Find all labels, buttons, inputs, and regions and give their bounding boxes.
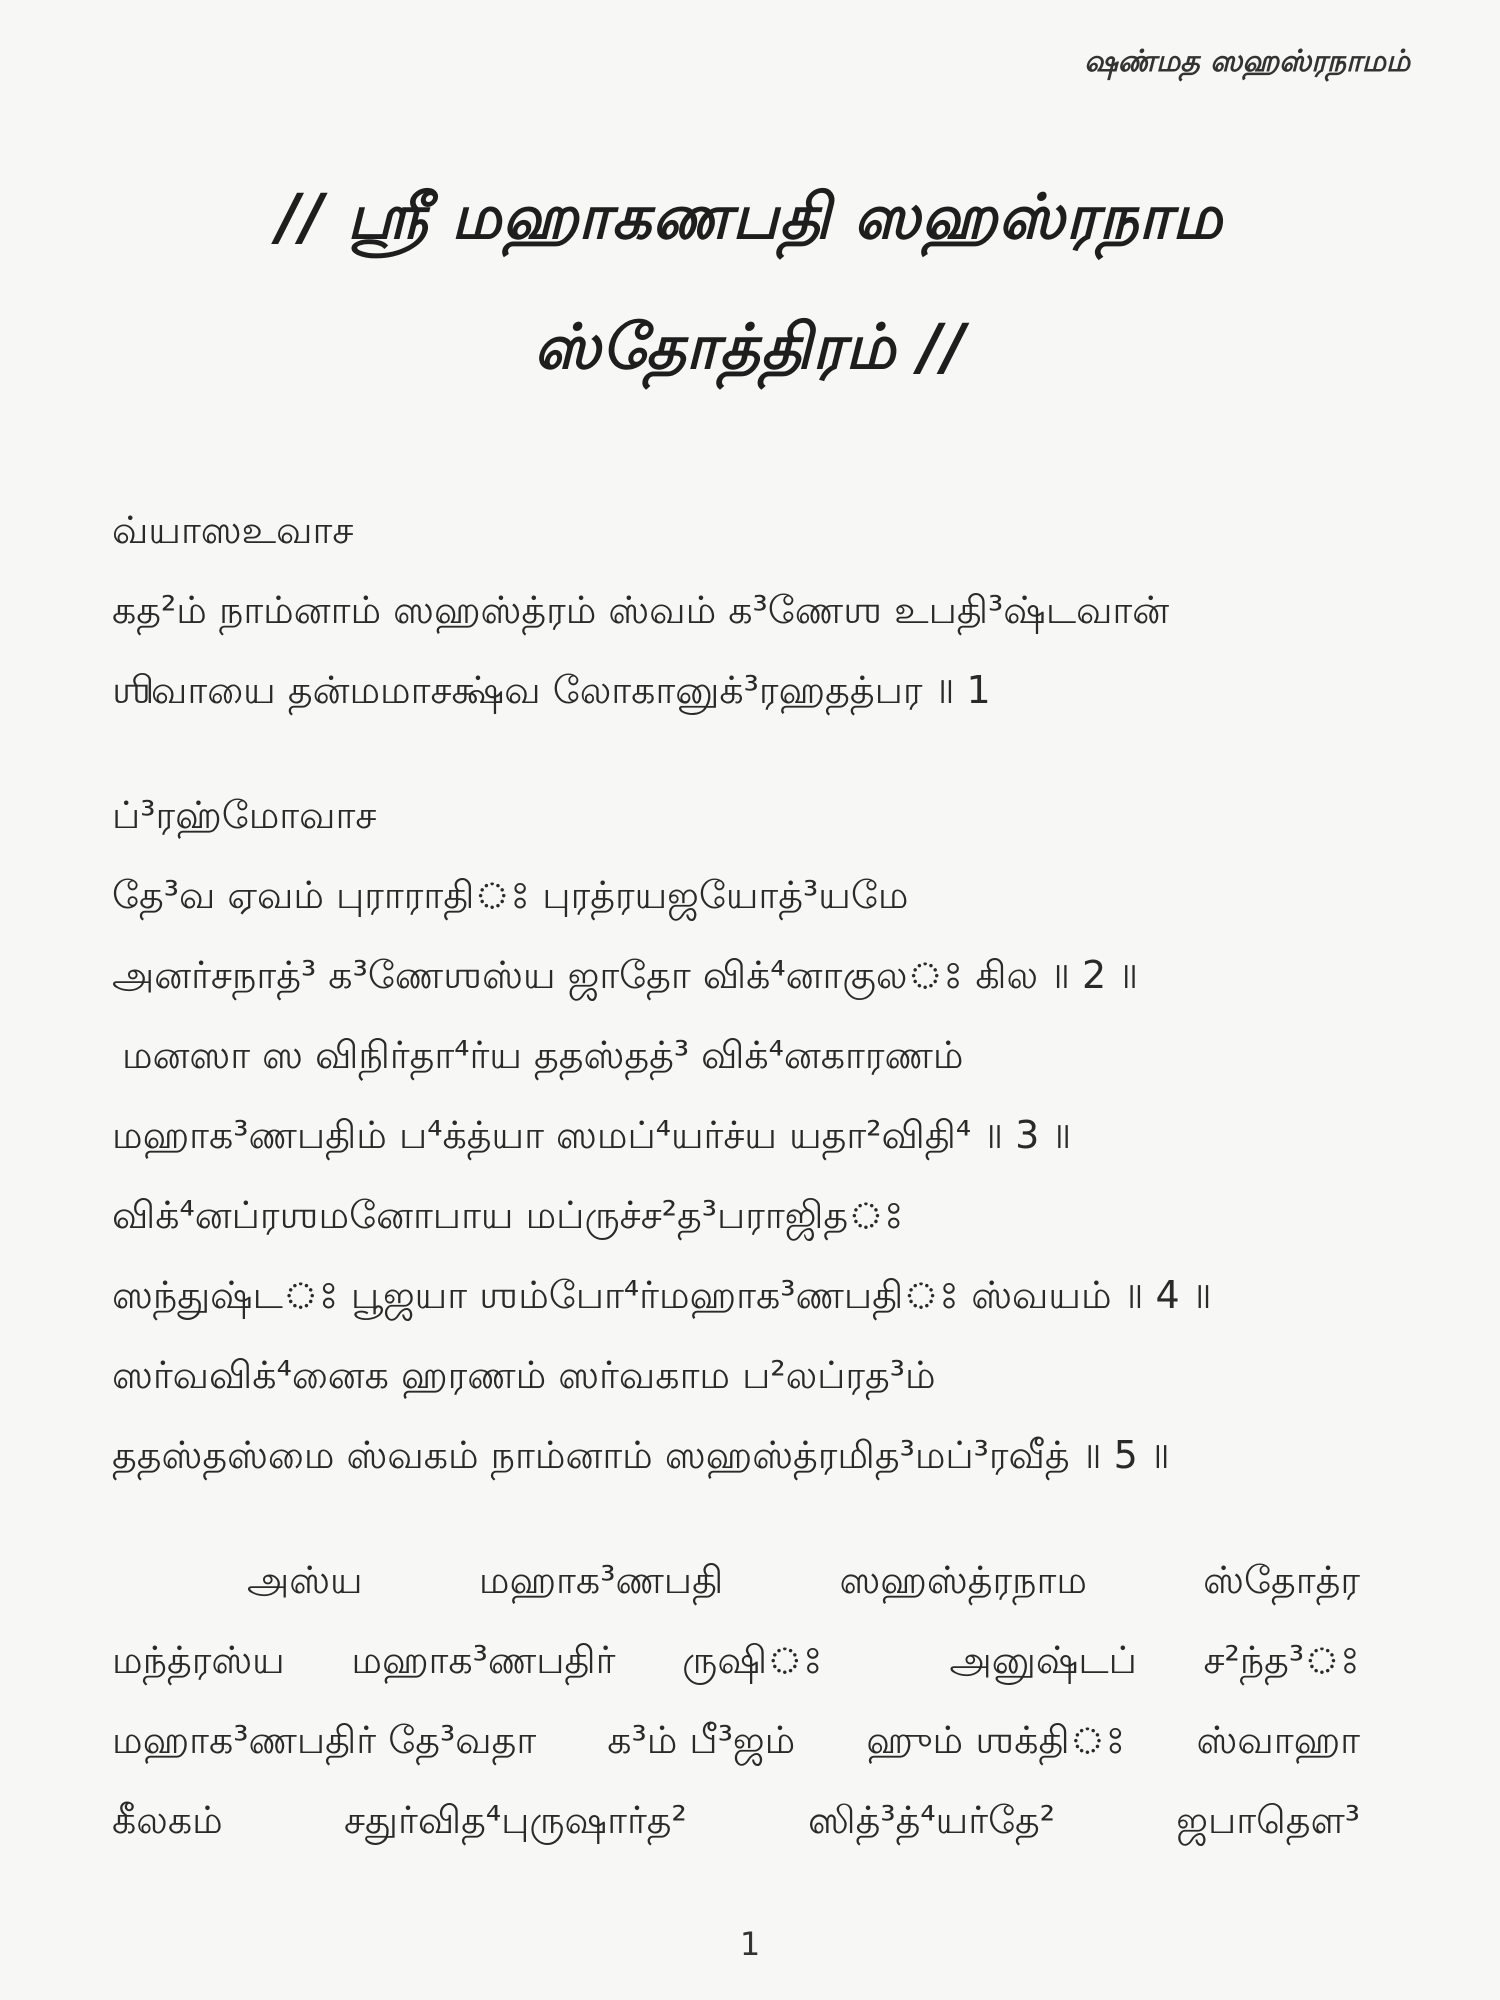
verse-line: ஸர்வவிக்⁴னைக ஹரணம் ஸர்வகாம ப²லப்ரத³ம் (112, 1353, 936, 1397)
word: மந்த்ரஸ்ய (112, 1638, 285, 1682)
title-line-2: ஸ்தோத்திரம் // (533, 310, 967, 383)
paragraph-line (112, 1620, 1360, 1700)
word: ஸ்வாஹா (1196, 1718, 1360, 1762)
verse-line: ஸந்துஷ்டঃ பூஜயா ஶம்போ⁴ர்மஹாக³ணபதிঃ ஸ்வயம் ॥ 4 ॥ (112, 1273, 1212, 1317)
word: ச²ந்த³ঃ (1203, 1638, 1360, 1682)
verse-section-vyasa (112, 490, 1362, 730)
verse-line: கத²ம் நாம்னாம் ஸஹஸ்த்ரம் ஸ்வம் க³ணேஶ உபதி³ஷ்டவான் (112, 588, 1170, 632)
running-header: ஷண்மத ஸஹஸ்ரநாமம் (1084, 44, 1410, 79)
verse-line: விக்⁴னப்ரஶமனோபாய மப்ருச்ச²த³பராஜிதঃ (112, 1193, 904, 1237)
paragraph-line (112, 1700, 1360, 1780)
word: க³ம் பீ³ஜம் (607, 1718, 796, 1762)
verse-line: மஹாக³ணபதிம் ப⁴க்த்யா ஸமப்⁴யர்ச்ய யதா²விதி⁴ ॥ 3 ॥ (112, 1113, 1072, 1157)
word: ஹும் ஶக்திঃ (866, 1718, 1126, 1762)
word: மஹாக³ணபதிர் தே³வதா (112, 1718, 537, 1762)
verse-line: ஶிவாயை தன்மமாசக்ஷ்வ லோகானுக்³ரஹதத்பர ॥ 1 (112, 668, 991, 712)
verse-line: ததஸ்தஸ்மை ஸ்வகம் நாம்னாம் ஸஹஸ்த்ரமித³மப்³ரவீத் ॥ 5 ॥ (112, 1433, 1170, 1477)
word: அஸ்ய (247, 1558, 363, 1602)
word: ருஷிঃ (682, 1638, 823, 1682)
word: ஸித்³த்⁴யர்தே² (808, 1798, 1056, 1842)
word: ஸஹஸ்த்ரநாம (839, 1558, 1087, 1602)
verse-line: மனஸா ஸ விநிர்தா⁴ர்ய ததஸ்தத்³ விக்⁴னகாரணம் (122, 1033, 964, 1077)
word: ஸ்தோத்ர (1203, 1558, 1360, 1602)
word: மஹாக³ணபதி (478, 1558, 724, 1602)
page-number: 1 (739, 1925, 761, 1963)
word: கீலகம் (112, 1798, 223, 1842)
paragraph-line (112, 1780, 1360, 1860)
speaker-label: ப்³ரஹ்மோவாச (112, 793, 377, 837)
invocation-paragraph (112, 1540, 1360, 1860)
word: மஹாக³ணபதிர் (351, 1638, 616, 1682)
title-line-1: // ஶ்ரீ மஹாகணபதி ஸஹஸ்ரநாம (277, 180, 1223, 253)
verse-line: தே³வ ஏவம் புராராதிঃ புரத்ரயஜயோத்³யமே (112, 873, 909, 917)
word: ஜபாதௌ³ (1176, 1798, 1360, 1842)
speaker-label: வ்யாஸஉவாச (112, 508, 354, 552)
verse-line: அனர்சநாத்³ க³ணேஶஸ்ய ஜாதோ விக்⁴னாகுலঃ கில ॥ 2 ॥ (112, 953, 1139, 997)
word: அனுஷ்டப் (949, 1638, 1137, 1682)
paragraph-line (112, 1540, 1360, 1620)
word: சதுர்வித⁴புருஷார்த² (344, 1798, 687, 1842)
verse-section-brahma (112, 775, 1362, 1495)
